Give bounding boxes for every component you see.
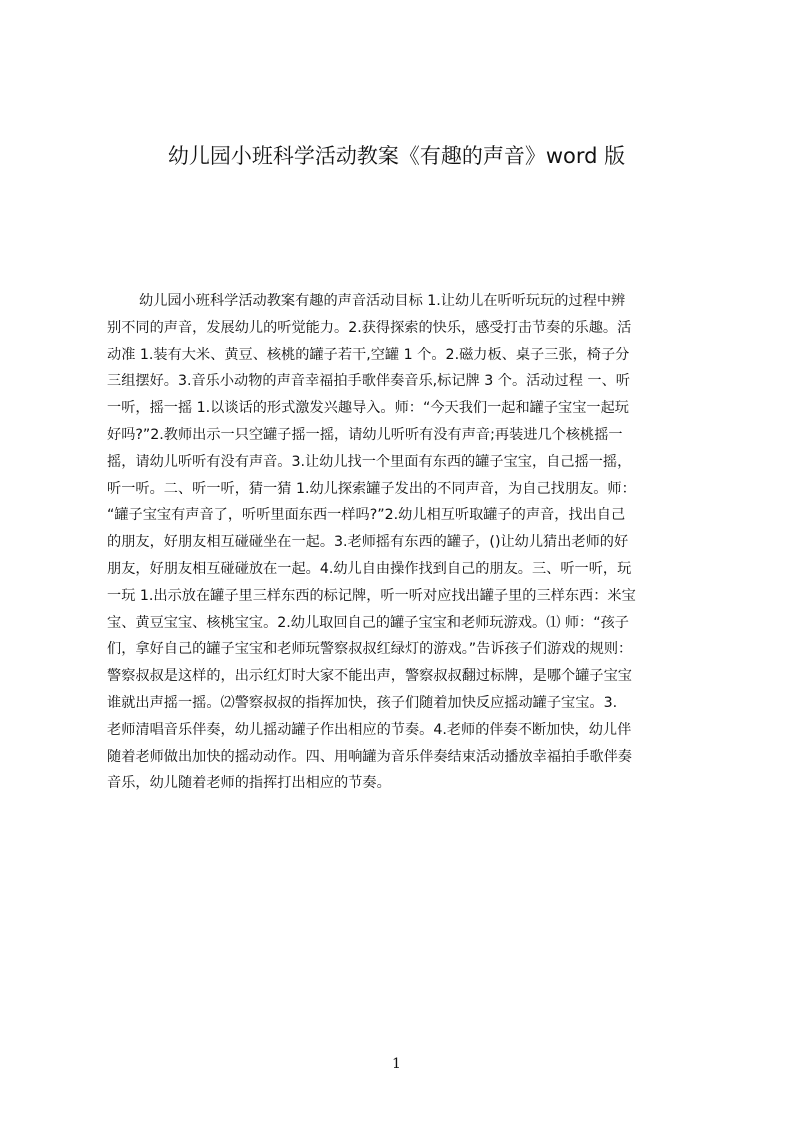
document-body [107, 288, 699, 797]
page-number: 1 [392, 1056, 401, 1072]
body-line: 老师清唱音乐伴奏，幼儿摇动罐子作出相应的节奏。4.老师的伴奏不断加快，幼儿伴 [107, 721, 632, 738]
body-line: “罐子宝宝有声音了，听听里面东西一样吗?”2.幼儿相互听取罐子的声音，找出自己 [107, 507, 626, 524]
body-line: 音乐，幼儿随着老师的指挥打出相应的节奏。 [107, 775, 391, 792]
body-line: 幼儿园小班科学活动教案有趣的声音活动目标 1.让幼儿在听听玩玩的过程中辨 [139, 293, 626, 309]
body-line: 谁就出声摇一摇。⑵警察叔叔的指挥加快，孩子们随着加快反应摇动罐子宝宝。3. [107, 694, 618, 711]
body-line: 好吗?”2.教师出示一只空罐子摇一摇，请幼儿听听有没有声音;再装进几个核桃摇一 [107, 426, 623, 443]
body-line: 摇，请幼儿听听有没有声音。3.让幼儿找一个里面有东西的罐子宝宝，自己摇一摇， [107, 453, 632, 470]
body-line: 宝、黄豆宝宝、核桃宝宝。2.幼儿取回自己的罐子宝宝和老师玩游戏。⑴ 师：“孩子 [107, 614, 629, 631]
body-line: 警察叔叔是这样的，出示红灯时大家不能出声，警察叔叔翻过标牌，是哪个罐子宝宝 [107, 668, 632, 685]
body-line: 朋友，好朋友相互碰碰放在一起。4.幼儿自由操作找到自己的朋友。三、听一听，玩 [107, 560, 632, 577]
body-line: 一听，摇一摇 1.以谈话的形式激发兴趣导入。师：“今天我们一起和罐子宝宝一起玩 [107, 400, 629, 417]
document-title: 幼儿园小班科学活动教案《有趣的声音》word 版 [167, 144, 626, 168]
body-line: 别不同的声音，发展幼儿的听觉能力。2.获得探索的快乐，感受打击节奏的乐趣。活 [107, 319, 632, 336]
body-line: 听一听。二、听一听，猜一猜 1.幼儿探索罐子发出的不同声音，为自己找朋友。师： [107, 480, 636, 497]
body-line: 一玩 1.出示放在罐子里三样东西的标记牌，听一听对应找出罐子里的三样东西：米宝 [107, 587, 636, 604]
body-line: 三组摆好。3.音乐小动物的声音幸福拍手歌伴奏音乐,标记牌 3 个。活动过程 一、听 [107, 373, 630, 390]
body-line: 随着老师做出加快的摇动动作。四、用响罐为音乐伴奏结束活动播放幸福拍手歌伴奏 [107, 748, 632, 765]
body-line: 们，拿好自己的罐子宝宝和老师玩警察叔叔红绿灯的游戏。”告诉孩子们游戏的规则： [107, 641, 633, 658]
body-line: 的朋友，好朋友相互碰碰坐在一起。3.老师摇有东西的罐子，()让幼儿猜出老师的好 [107, 534, 629, 551]
body-line: 动准 1.装有大米、黄豆、核桃的罐子若干,空罐 1 个。2.磁力板、桌子三张，椅子分 [107, 346, 630, 363]
